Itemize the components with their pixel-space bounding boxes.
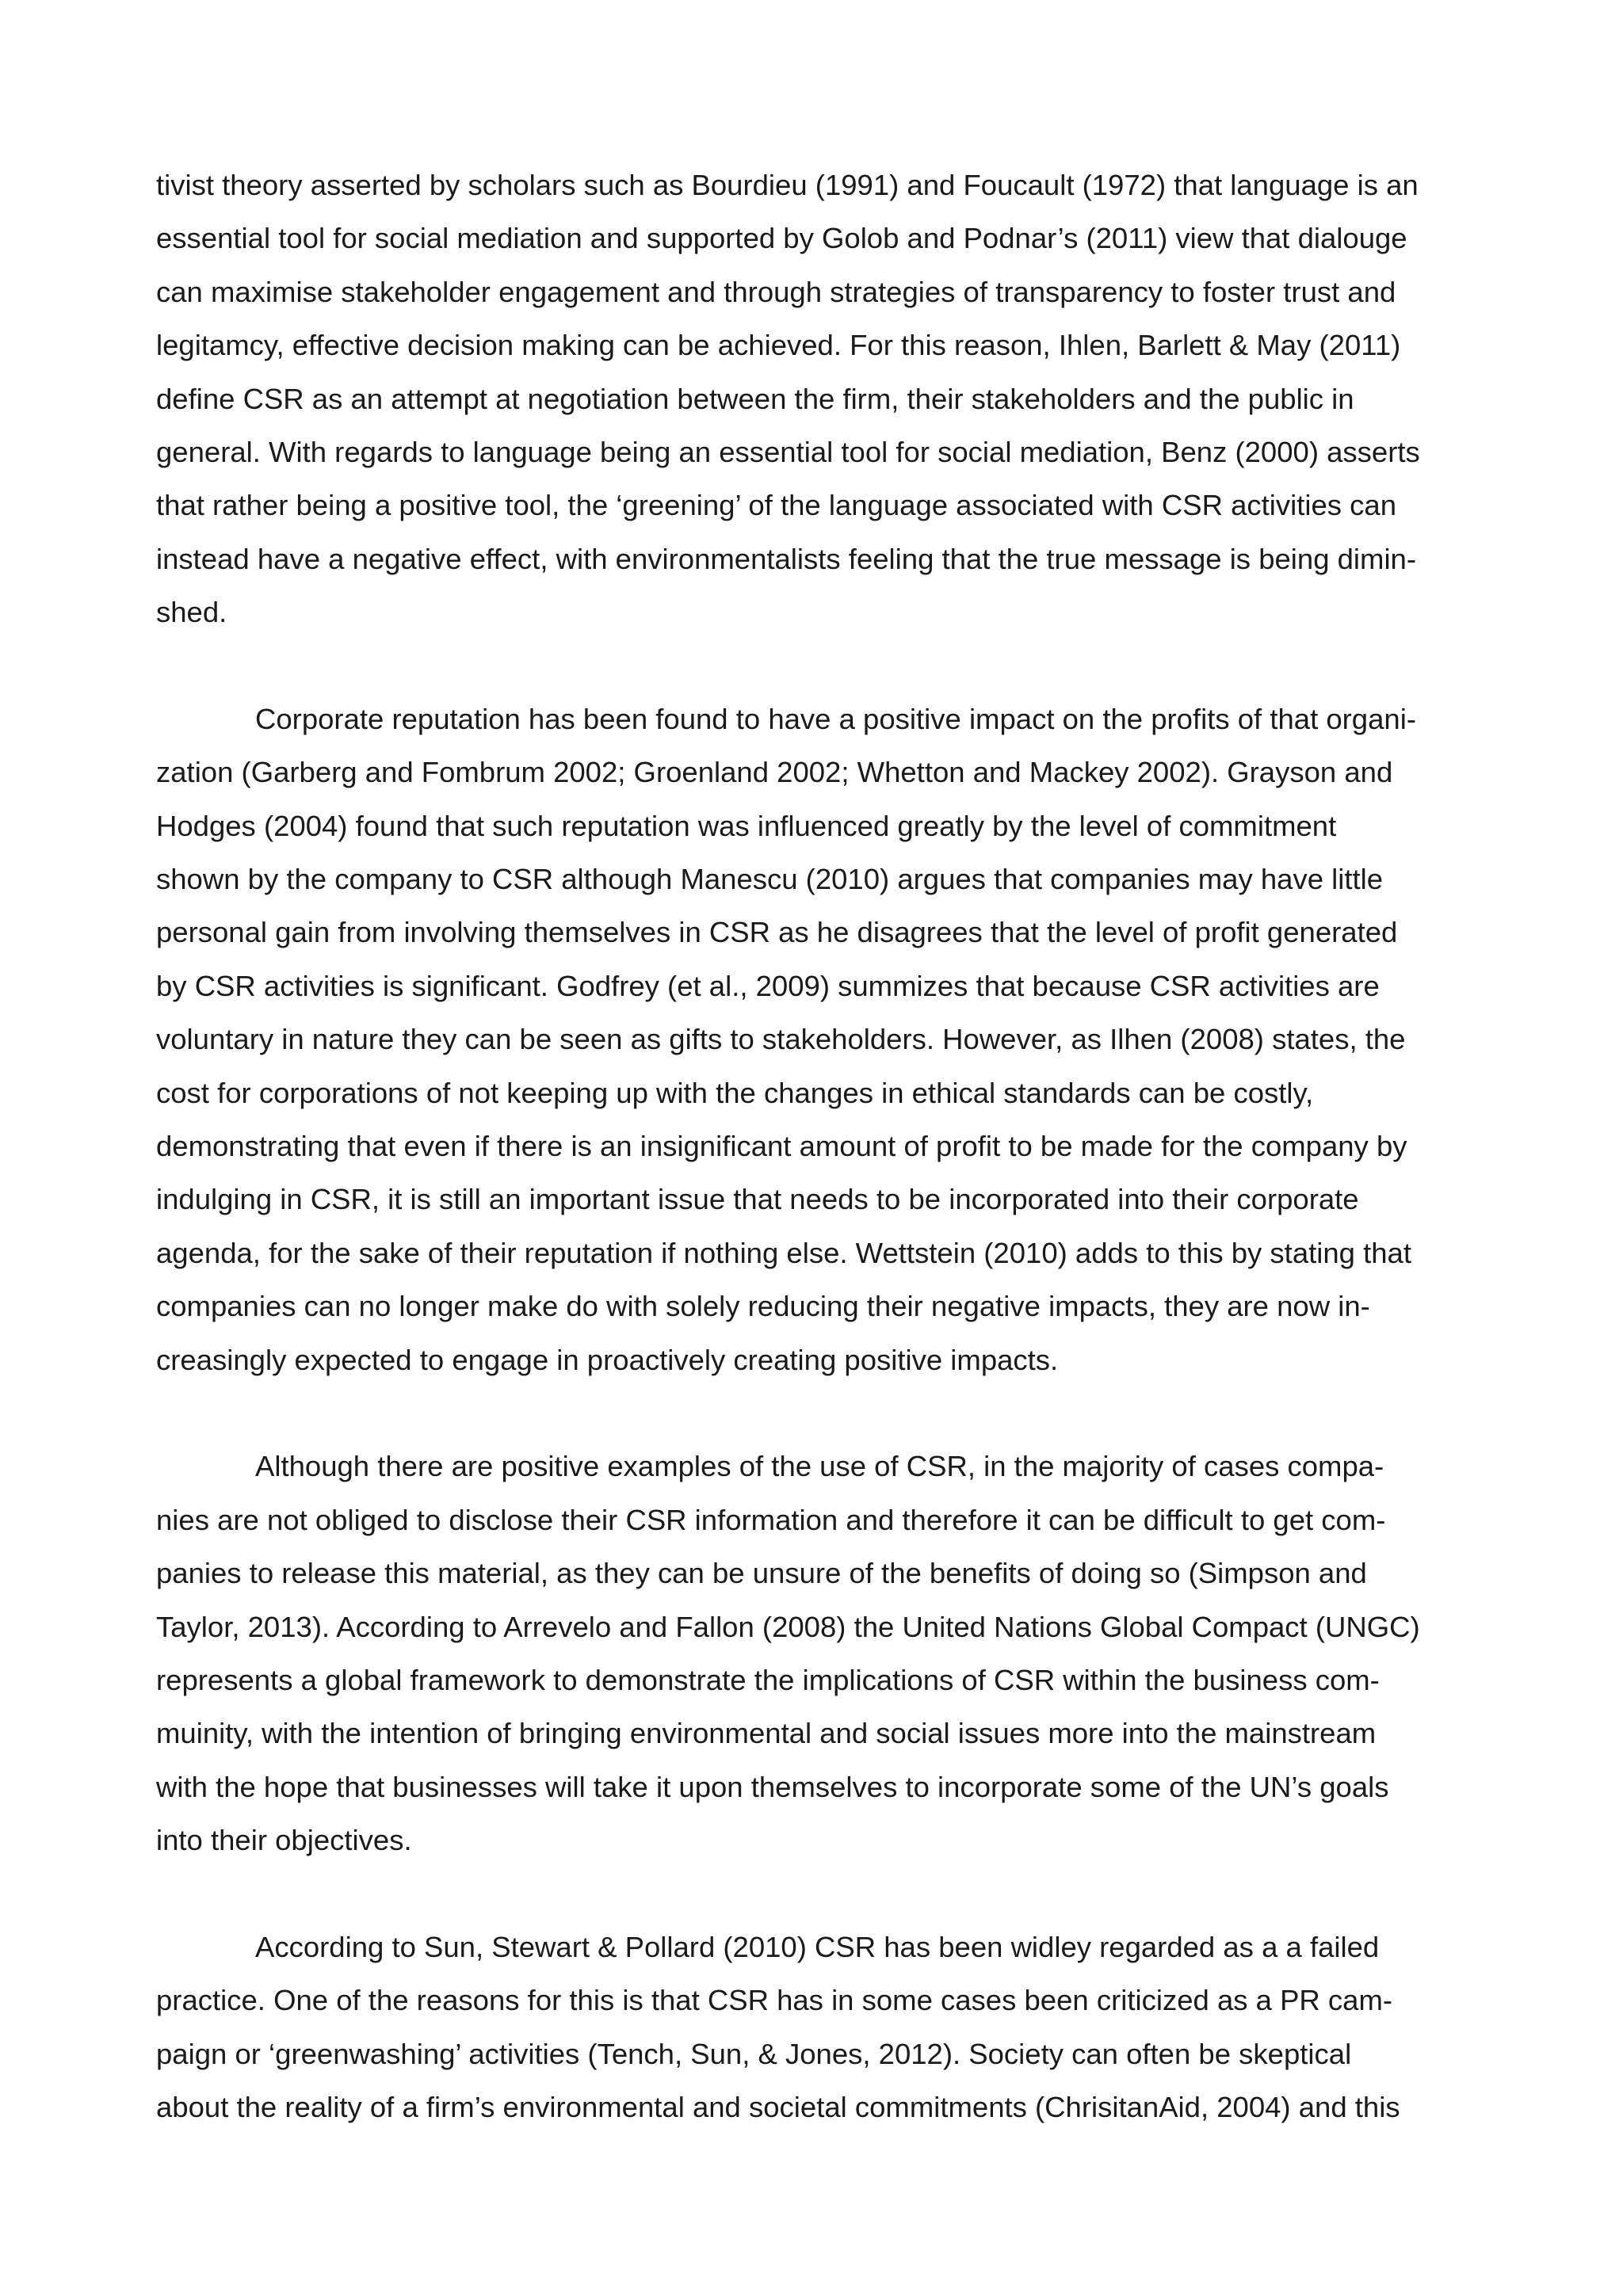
paragraph-gap: [156, 1867, 1491, 1920]
text-line: essential tool for social mediation and supported by Golob and Podnar’s (2011) view that dialouge: [156, 222, 1407, 255]
text-line: instead have a negative effect, with environmentalists feeling that the true message is being dimin-: [156, 542, 1417, 575]
text-line: about the reality of a firm’s environmental and societal commitments (ChrisitanAid, 2004) and this: [156, 2091, 1400, 2124]
paragraph-3: [156, 1440, 1491, 1867]
paragraph-gap: [156, 1386, 1491, 1440]
text-line: muinity, with the intention of bringing environmental and social issues more into the mainstream: [156, 1717, 1377, 1750]
paragraph-2: [156, 692, 1491, 1386]
text-line: demonstrating that even if there is an insignificant amount of profit to be made for the company by: [156, 1130, 1407, 1163]
text-line: shed.: [156, 596, 227, 629]
text-line: Corporate reputation has been found to have a positive impact on the profits of that organi-: [255, 702, 1416, 735]
text-line: practice. One of the reasons for this is that CSR has in some cases been criticized as a PR cam-: [156, 1984, 1393, 2017]
text-line: companies can no longer make do with solely reducing their negative impacts, they are now in-: [156, 1290, 1370, 1323]
paragraph-1: [156, 158, 1491, 639]
text-line: into their objectives.: [156, 1824, 412, 1857]
text-line: can maximise stakeholder engagement and through strategies of transparency to foster trust and: [156, 275, 1396, 308]
text-line: legitamcy, effective decision making can be achieved. For this reason, Ihlen, Barlett & May (2011): [156, 329, 1401, 362]
text-line: with the hope that businesses will take it upon themselves to incorporate some of the UN’s goals: [156, 1770, 1389, 1803]
text-line: indulging in CSR, it is still an important issue that needs to be incorporated into their corporate: [156, 1183, 1359, 1216]
text-line: define CSR as an attempt at negotiation between the firm, their stakeholders and the public in: [156, 382, 1354, 415]
text-line: represents a global framework to demonstrate the implications of CSR within the business com-: [156, 1663, 1380, 1696]
text-line: personal gain from involving themselves in CSR as he disagrees that the level of profit generated: [156, 916, 1398, 949]
text-line: Hodges (2004) found that such reputation was influenced greatly by the level of commitment: [156, 809, 1337, 842]
text-line: According to Sun, Stewart & Pollard (2010) CSR has been widley regarded as a a failed: [255, 1930, 1380, 1963]
text-line: paign or ‘greenwashing’ activities (Tench, Sun, & Jones, 2012). Society can often be skeptical: [156, 2037, 1352, 2070]
text-line: Taylor, 2013). According to Arrevelo and Fallon (2008) the United Nations Global Compact (UNGC): [156, 1610, 1420, 1643]
text-line: voluntary in nature they can be seen as gifts to stakeholders. However, as Ilhen (2008) states, the: [156, 1023, 1406, 1056]
text-line: general. With regards to language being an essential tool for social mediation, Benz (2000) asserts: [156, 435, 1420, 468]
text-line: zation (Garberg and Fombrum 2002; Groenland 2002; Whetton and Mackey 2002). Grayson and: [156, 756, 1393, 789]
text-line: by CSR activities is significant. Godfrey (et al., 2009) summizes that because CSR activities are: [156, 969, 1380, 1002]
text-line: shown by the company to CSR although Manescu (2010) argues that companies may have little: [156, 863, 1384, 896]
text-line: panies to release this material, as they can be unsure of the benefits of doing so (Simpson and: [156, 1557, 1367, 1590]
paragraph-4: [156, 1920, 1491, 2134]
text-line: cost for corporations of not keeping up with the changes in ethical standards can be costly,: [156, 1076, 1314, 1109]
text-line: creasingly expected to engage in proactively creating positive impacts.: [156, 1343, 1059, 1376]
text-line: Although there are positive examples of the use of CSR, in the majority of cases compa-: [255, 1450, 1384, 1483]
paragraph-gap: [156, 639, 1491, 692]
text-line: nies are not obliged to disclose their CSR information and therefore it can be difficult to get com-: [156, 1503, 1386, 1536]
text-line: tivist theory asserted by scholars such as Bourdieu (1991) and Foucault (1972) that language is an: [156, 169, 1419, 201]
text-line: that rather being a positive tool, the ‘greening’ of the language associated with CSR activities can: [156, 489, 1397, 522]
document-page: [156, 158, 1491, 2134]
text-line: agenda, for the sake of their reputation if nothing else. Wettstein (2010) adds to this by stating that: [156, 1236, 1411, 1269]
